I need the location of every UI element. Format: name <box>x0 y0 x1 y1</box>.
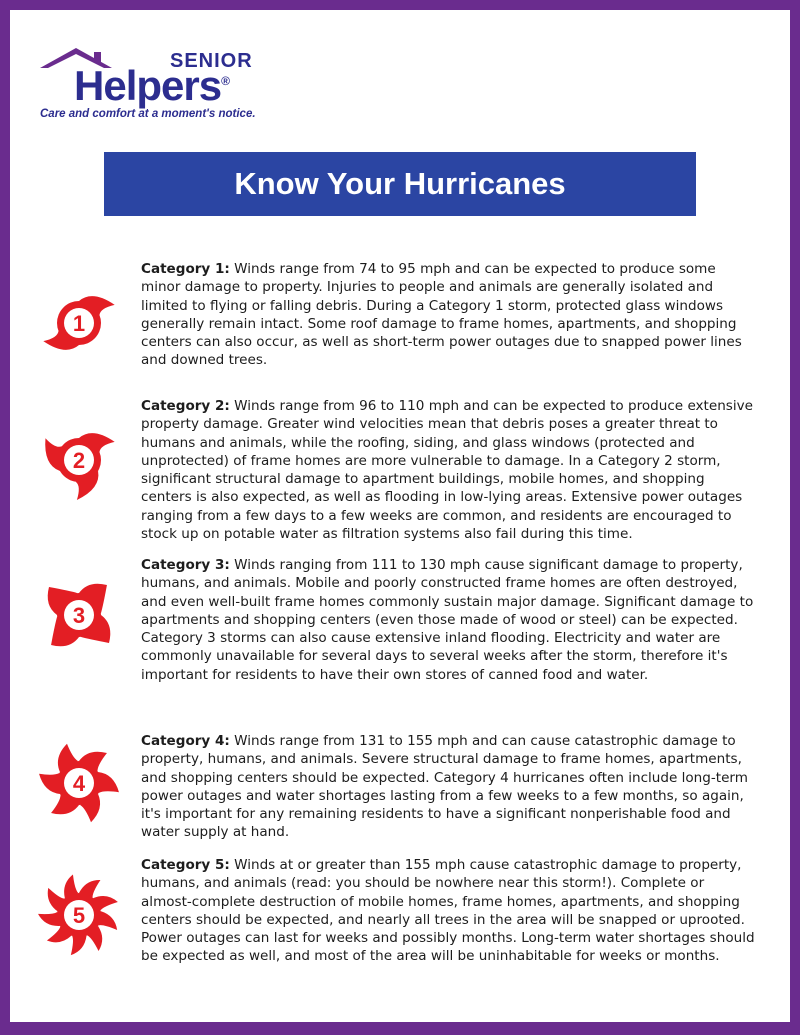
category-label: Category 3: <box>141 557 230 573</box>
category-text: Winds at or greater than 155 mph cause catastrophic damage to property, humans, and animals (read: you should be nowhere near this storm!). Complete or almost-complete destruction of mobile homes, frame homes, apartments, and shopping centers should be expected, and nearly all trees in the area will be snapped or uprooted. Power outages can last for weeks and possibly months. Long-term water shortages should be expected as well, and most of the area will be uninhabitable for weeks or months. <box>141 857 755 965</box>
category-3-description <box>141 556 756 684</box>
swirl-arm <box>98 772 119 793</box>
registered-mark: ® <box>221 74 229 88</box>
logo-senior-text: SENIOR <box>170 50 253 72</box>
hurricane-category-4-icon <box>34 738 124 828</box>
title-banner <box>104 152 696 216</box>
category-label: Category 1: <box>141 261 230 277</box>
hurricane-category-3-icon <box>34 570 124 660</box>
category-number: 2 <box>72 448 86 473</box>
category-number: 1 <box>72 311 86 336</box>
swirl-arm <box>98 911 117 930</box>
swirl-arm <box>38 912 60 926</box>
category-number: 5 <box>72 903 86 928</box>
category-text: Winds range from 96 to 110 mph and can be expected to produce extensive property damage. Greater wind velocities mean that debris poses a greater threat to humans and animals, while the roofing, siding, and glass windows (protected and unprotected) of frame homes are more vulnerable to damage. In a Category 2 storm, significant structural damage to apartment buildings, mobile homes, and shopping centers is also expected, as well as flooding in low-lying areas. Extensive power outages ranging from a few days to a few weeks are common, and residents are encouraged to stock up on potable water as filtration systems also fail during this time. <box>141 398 753 543</box>
category-text: Winds ranging from 111 to 130 mph cause significant damage to property, humans, and animals. Mobile and poorly constructed frame homes are often destroyed, and even well-built frame homes commonly sustain major damage. Significant damage to apartments and shopping centers (even those made of wood or steel) can be expected. Category 3 storms can also cause extensive inland flooding. Electricity and water are commonly unavailable for several days to several weeks after the storm, therefore it's important for residents to have their own stores of canned food and water. <box>141 557 754 683</box>
logo-tagline: Care and comfort at a moment's notice. <box>40 108 256 120</box>
hurricane-category-2-icon <box>34 415 124 505</box>
senior-helpers-logo <box>36 46 266 131</box>
swirl-arm <box>39 773 60 794</box>
category-number: 4 <box>72 771 86 796</box>
category-text: Winds range from 74 to 95 mph and can be expected to produce some minor damage to property. Injuries to people and animals are generally isolated and limited to flying or falling debris. During a Category 1 storm, protected glass windows generally remain intact. Some roof damage to frame homes, apartments, and shopping centers can also occur, as well as short-term power outages due to snapped power lines and downed trees. <box>141 261 742 369</box>
document-page <box>10 10 790 1022</box>
hurricane-category-1-icon <box>34 278 124 368</box>
hurricane-category-5-icon <box>34 870 124 960</box>
category-5-description <box>141 856 756 966</box>
category-4-description <box>141 732 756 842</box>
category-label: Category 2: <box>141 398 230 414</box>
category-label: Category 5: <box>141 857 230 873</box>
logo-helpers-text: Helpers® <box>74 62 229 109</box>
category-number: 3 <box>72 603 86 628</box>
page-title: Know Your Hurricanes <box>234 166 566 201</box>
category-label: Category 4: <box>141 733 230 749</box>
category-1-description <box>141 260 756 370</box>
swirl-arm <box>71 936 87 956</box>
category-text: Winds range from 131 to 155 mph and can cause catastrophic damage to property, humans, and animals. Severe structural damage to frame homes, apartments, and shopping centers should be expected. Category 4 hurricanes often include long-term power outages and water shortages lasting from a few weeks to a few months, so again, it's important for any remaining residents to have a significant nonperishable food and water supply at hand. <box>141 733 748 841</box>
category-2-description <box>141 397 756 543</box>
